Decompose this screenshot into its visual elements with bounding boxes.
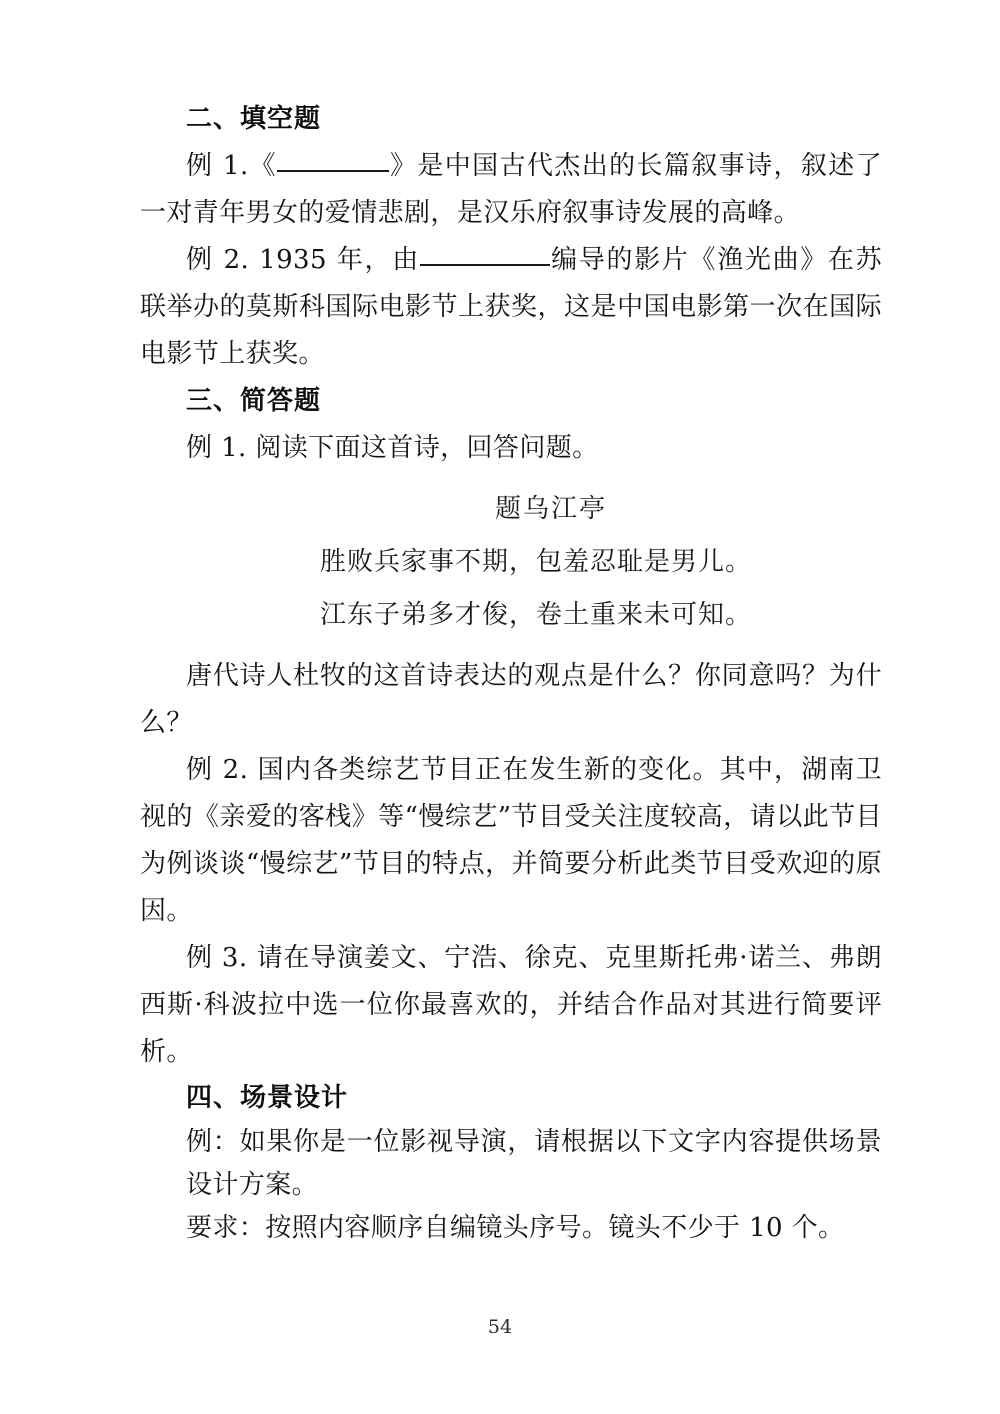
poem-line-1: 胜败兵家事不期，包羞忍耻是男儿。 <box>320 547 753 577</box>
exercise-4-requirement: 要求：按照内容顺序自编镜头序号。镜头不少于 10 个。 <box>186 1213 845 1243</box>
section-heading-scene-design: 四、场景设计 <box>186 1083 349 1113</box>
exercise-2-2 <box>140 237 882 378</box>
exercise-2-1-text-before: 例 1.《 <box>186 151 278 181</box>
exercise-3-1-prompt: 例 1. 阅读下面这首诗，回答问题。 <box>186 433 599 463</box>
exercise-2-1-text-after: 》是中国古代杰出的长篇叙事诗，叙述了一对青年男女的爱情悲剧，是汉乐府叙事诗发展的高峰。 <box>140 151 883 228</box>
scene-design-block <box>140 1076 882 1250</box>
page-number: 54 <box>487 1316 513 1338</box>
exercise-2-1 <box>140 143 882 237</box>
section-heading-fill-in-blank: 二、填空题 <box>186 104 322 134</box>
exercise-3-2: 例 2. 国内各类综艺节目正在发生新的变化。其中，湖南卫视的《亲爱的客栈》等“慢综艺”节目受关注度较高，请以此节目为例谈谈“慢综艺”节目的特点，并简要分析此类节目受欢迎的原因。 <box>140 755 882 926</box>
fill-in-blank-field-2[interactable] <box>420 244 550 266</box>
page-content <box>140 96 882 1250</box>
exercise-3-1-question: 唐代诗人杜牧的这首诗表达的观点是什么？你同意吗？为什么？ <box>140 661 882 738</box>
section-heading-short-answer: 三、简答题 <box>186 386 322 416</box>
poem-line-2: 江东子弟多才俊，卷土重来未可知。 <box>320 600 753 630</box>
exercise-2-2-text-before: 例 2. 1935 年，由 <box>186 245 420 275</box>
fill-in-blank-field-1[interactable] <box>277 150 389 172</box>
exercise-4-example: 例：如果你是一位影视导演，请根据以下文字内容提供场景设计方案。 <box>186 1127 882 1200</box>
poem-spacer-top <box>140 472 882 486</box>
poem-title: 题乌江亭 <box>494 494 607 524</box>
poem-spacer-bottom <box>140 639 882 653</box>
exercise-2-2-text-after: 编导的影片《渔光曲》在苏联举办的莫斯科国际电影节上获奖，这是中国电影第一次在国际电影节上获奖。 <box>140 245 883 369</box>
exercise-3-3: 例 3. 请在导演姜文、宁浩、徐克、克里斯托弗·诺兰、弗朗西斯·科波拉中选一位你最喜欢的，并结合作品对其进行简要评析。 <box>140 943 882 1067</box>
